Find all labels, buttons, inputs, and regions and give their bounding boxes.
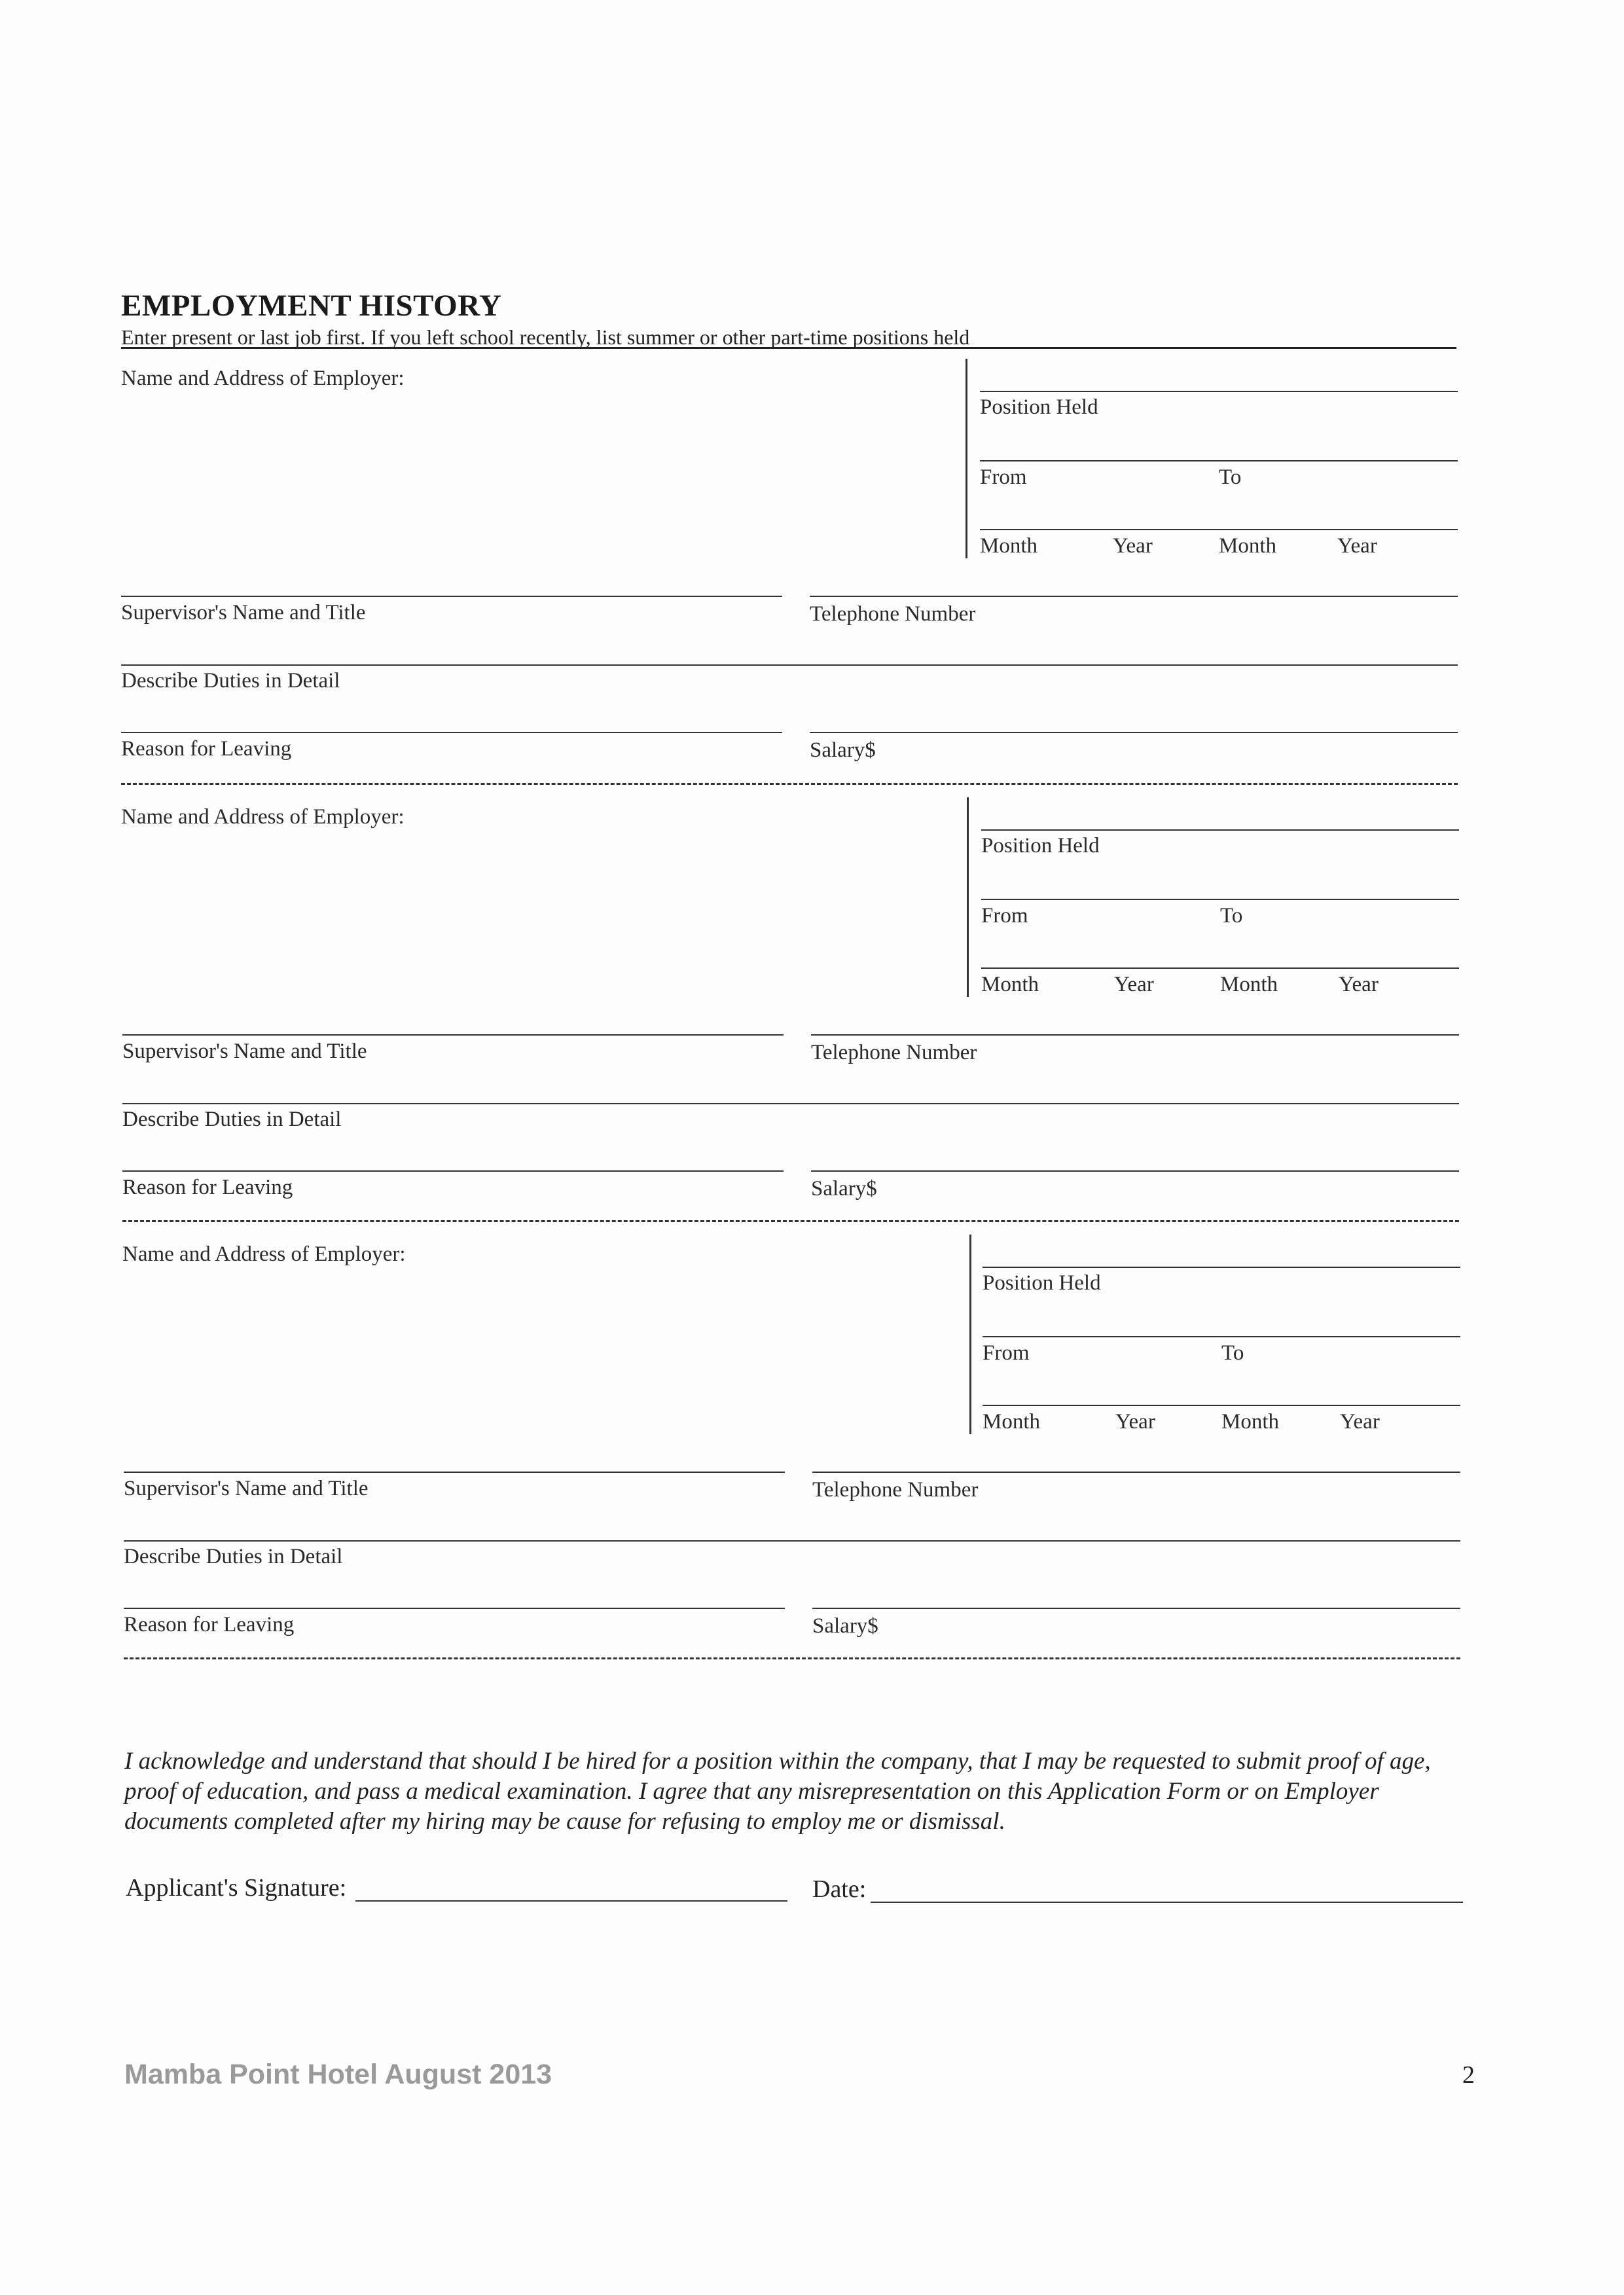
from-year-label: Year <box>1113 534 1153 558</box>
to-year-label: Year <box>1340 1410 1380 1434</box>
acknowledgement-text: I acknowledge and understand that should I be hired for a position within the company, that I may be requested to submit proof of age, proof of education, and pass a medical examination. I agree that any misrepresentation on this Application Form or on Employer documents completed after my hiring may be cause for refusing to employ me or dismissal. <box>124 1748 1431 1835</box>
telephone-label: Telephone Number <box>811 1041 977 1064</box>
from-label: From <box>983 1341 1030 1365</box>
from-to-field[interactable] <box>983 1336 1460 1337</box>
from-label: From <box>981 904 1028 928</box>
name-address-field[interactable] <box>122 1275 947 1432</box>
from-month-label: Month <box>983 1410 1041 1434</box>
supervisor-label: Supervisor's Name and Title <box>124 1477 369 1500</box>
section-title: EMPLOYMENT HISTORY <box>121 289 502 323</box>
name-address-label: Name and Address of Employer: <box>122 1242 406 1266</box>
from-label: From <box>980 465 1027 489</box>
name-address-label: Name and Address of Employer: <box>121 805 405 829</box>
to-label: To <box>1220 904 1243 928</box>
duties-label: Describe Duties in Detail <box>124 1545 343 1568</box>
position-label: Position Held <box>983 1271 1101 1295</box>
footer-text: Mamba Point Hotel August 2013 <box>124 2059 552 2090</box>
reason-label: Reason for Leaving <box>121 737 292 761</box>
supervisor-label: Supervisor's Name and Title <box>122 1039 367 1063</box>
block-separator <box>124 1657 1460 1659</box>
telephone-label: Telephone Number <box>812 1478 979 1502</box>
salary-field[interactable] <box>812 1608 1460 1609</box>
position-field[interactable] <box>980 391 1458 392</box>
date-field[interactable] <box>871 1902 1463 1903</box>
name-address-label: Name and Address of Employer: <box>121 367 405 390</box>
section-instructions: Enter present or last job first. If you left school recently, list summer or other part-time positions held <box>121 325 970 349</box>
reason-label: Reason for Leaving <box>122 1176 293 1199</box>
reason-label: Reason for Leaving <box>124 1613 295 1636</box>
duties-label: Describe Duties in Detail <box>121 669 340 693</box>
dates-field[interactable] <box>983 1405 1460 1406</box>
to-year-label: Year <box>1337 534 1377 558</box>
to-month-label: Month <box>1219 534 1277 558</box>
from-year-label: Year <box>1115 1410 1155 1434</box>
duties-label: Describe Duties in Detail <box>122 1108 342 1131</box>
position-label: Position Held <box>981 834 1100 858</box>
salary-label: Salary$ <box>812 1614 878 1638</box>
column-divider <box>969 1235 971 1434</box>
to-month-label: Month <box>1221 1410 1280 1434</box>
signature-field[interactable] <box>355 1900 787 1902</box>
supervisor-label: Supervisor's Name and Title <box>121 601 366 624</box>
supervisor-field[interactable] <box>124 1472 785 1473</box>
page-number: 2 <box>1462 2061 1475 2089</box>
to-label: To <box>1219 465 1242 489</box>
salary-label: Salary$ <box>810 738 876 762</box>
telephone-field[interactable] <box>812 1472 1460 1473</box>
position-field[interactable] <box>983 1267 1460 1268</box>
to-label: To <box>1221 1341 1244 1365</box>
reason-field[interactable] <box>124 1608 785 1609</box>
from-month-label: Month <box>980 534 1038 558</box>
employer-block-3 <box>0 876 1624 1661</box>
position-field[interactable] <box>981 829 1459 831</box>
salary-label: Salary$ <box>811 1177 877 1201</box>
from-year-label: Year <box>1114 973 1154 996</box>
to-month-label: Month <box>1220 973 1278 996</box>
signature-label: Applicant's Signature: <box>126 1874 347 1902</box>
to-year-label: Year <box>1339 973 1379 996</box>
date-label: Date: <box>812 1875 867 1903</box>
position-label: Position Held <box>980 395 1098 419</box>
from-month-label: Month <box>981 973 1039 996</box>
duties-field[interactable] <box>124 1540 1460 1542</box>
telephone-label: Telephone Number <box>810 602 976 626</box>
